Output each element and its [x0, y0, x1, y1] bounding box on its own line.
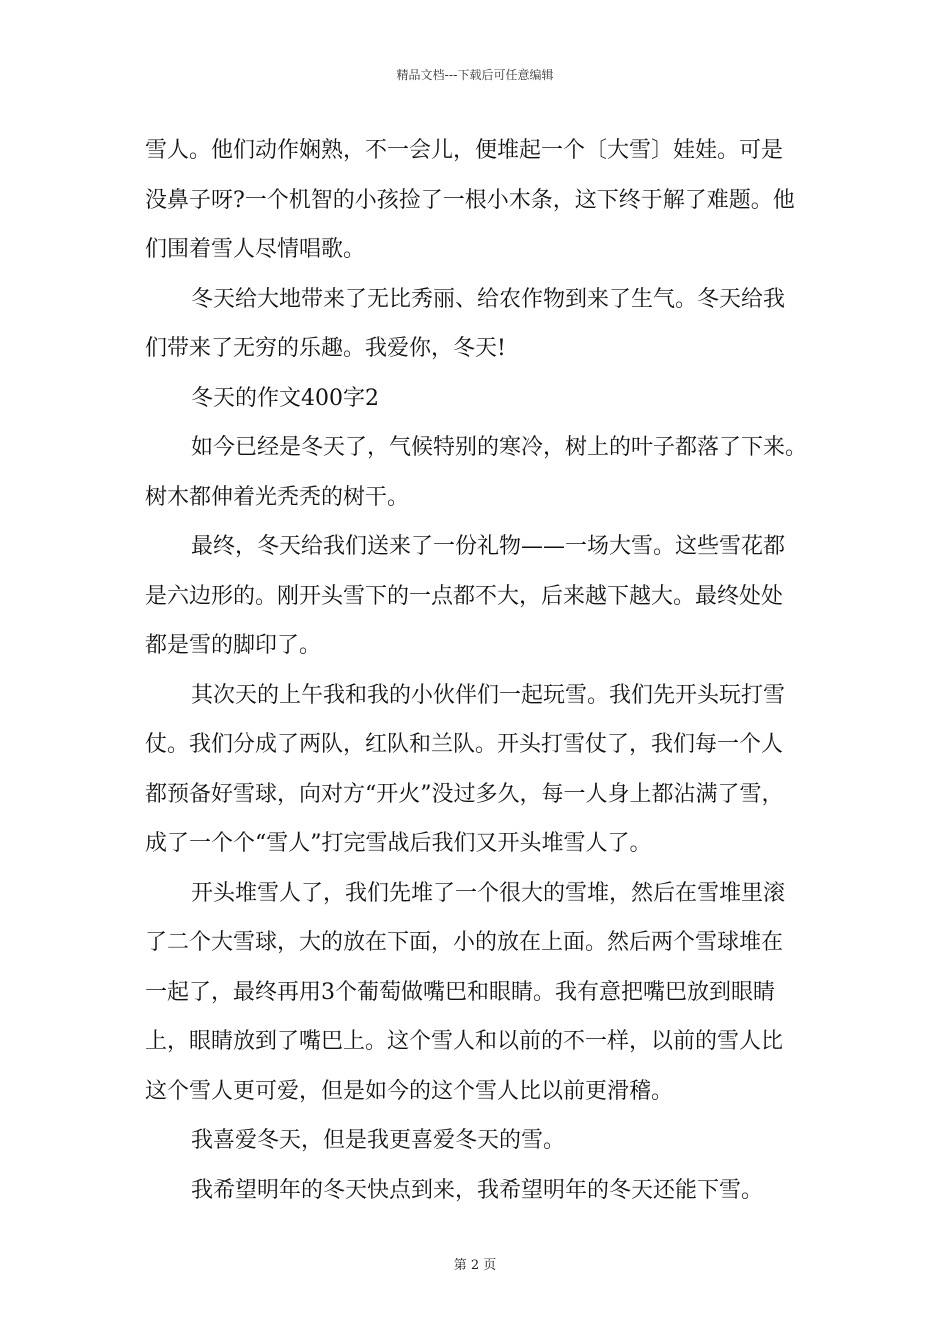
text-line: 冬天给大地带来了无比秀丽、给农作物到来了生气。冬天给我	[191, 286, 786, 312]
text-line: 了二个大雪球，大的放在下面，小的放在上面。然后两个雪球堆在	[145, 930, 784, 955]
text-line: 我喜爱冬天，但是我更喜爱冬天的雪。	[191, 1128, 566, 1153]
page-header: 精品文档---下载后可任意编辑	[396, 68, 554, 82]
text-line: 们带来了无穷的乐趣。我爱你，冬天!	[145, 336, 506, 361]
text-line: 最终，冬天给我们送来了一份礼物——一场大雪。这些雪花都	[191, 534, 786, 559]
document-body	[145, 126, 817, 1215]
text-line: 如今已经是冬天了，气候特别的寒冷，树上的叶子都落了下来。	[191, 435, 808, 460]
text-line: 树木都伸着光秃秃的树干。	[145, 484, 410, 510]
text-line: 一起了，最终再用3个葡萄做嘴巴和眼睛。我有意把嘴巴放到眼睛	[145, 979, 775, 1005]
text-line: 们围着雪人尽情唱歌。	[145, 237, 366, 262]
text-line: 仗。我们分成了两队，红队和兰队。开头打雪仗了，我们每一个人	[145, 732, 784, 757]
text-line: 这个雪人更可爱，但是如今的这个雪人比以前更滑稽。	[145, 1078, 674, 1104]
text-line: 其次天的上午我和我的小伙伴们一起玩雪。我们先开头玩打雪	[191, 682, 786, 708]
text-line: 成了一个个“雪人”打完雪战后我们又开头堆雪人了。	[145, 831, 652, 856]
text-line: 都是雪的脚印了。	[145, 633, 322, 658]
text-line: 上，眼睛放到了嘴巴上。这个雪人和以前的不一样，以前的雪人比	[145, 1029, 784, 1054]
text-line: 我希望明年的冬天快点到来，我希望明年的冬天还能下雪。	[191, 1177, 764, 1203]
text-line: 都预备好雪球，向对方“开火”没过多久，每一人身上都沾满了雪，	[145, 781, 784, 807]
text-line: 没鼻子呀?一个机智的小孩捡了一根小木条，这下终于解了难题。他	[145, 187, 795, 213]
page-number: 第 2 页	[453, 1258, 497, 1273]
text-line: 是六边形的。刚开头雪下的一点都不大，后来越下越大。最终处处	[145, 583, 784, 609]
section-heading: 冬天的作文400字2	[191, 385, 379, 411]
text-line: 开头堆雪人了，我们先堆了一个很大的雪堆，然后在雪堆里滚	[191, 880, 786, 906]
text-line: 雪人。他们动作娴熟，不一会儿，便堆起一个〔大雪〕娃娃。可是	[145, 138, 784, 163]
